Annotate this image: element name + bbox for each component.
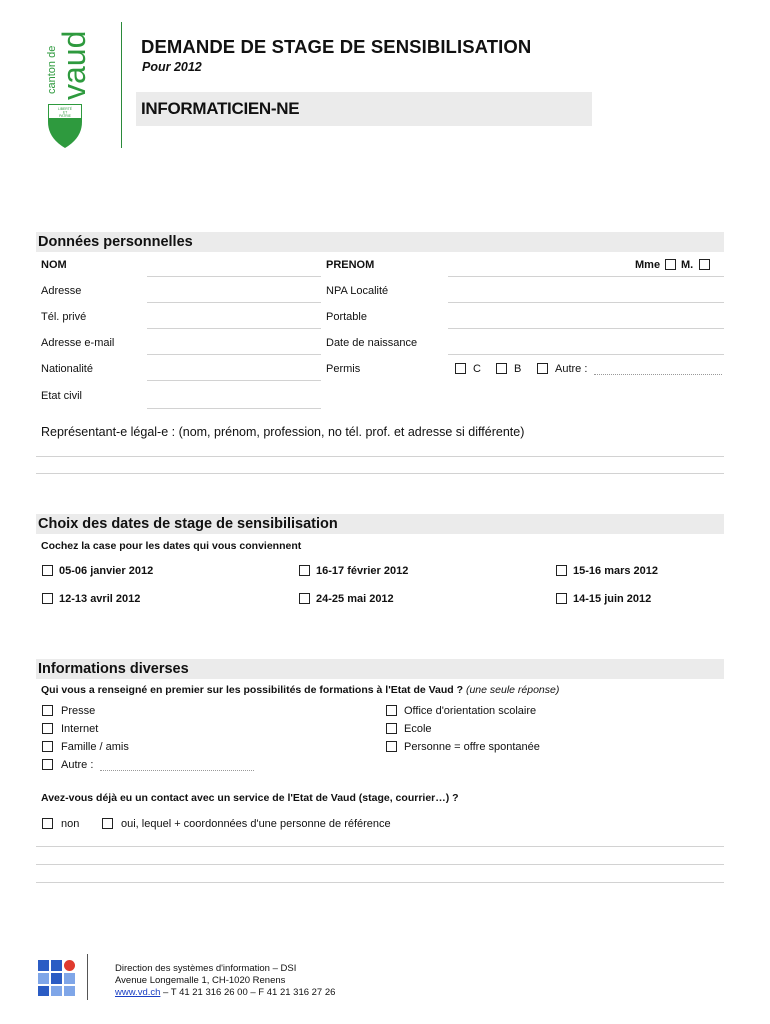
field-representant-1[interactable] xyxy=(36,456,724,457)
field-naissance[interactable] xyxy=(448,354,724,355)
checkbox-date-6[interactable] xyxy=(556,593,567,604)
checkbox-permis-b[interactable] xyxy=(496,363,507,374)
field-tel[interactable] xyxy=(147,328,321,329)
question-1-note: (une seule réponse) xyxy=(465,684,560,696)
label-permis: Permis xyxy=(326,363,361,375)
label-etat-civil: Etat civil xyxy=(41,390,82,402)
form-title: DEMANDE DE STAGE DE SENSIBILISATION xyxy=(141,36,532,57)
date-option-2: 16-17 février 2012 xyxy=(316,565,409,577)
option-famille: Famille / amis xyxy=(61,741,129,753)
footer-line-1: Direction des systèmes d'information – DSI xyxy=(115,963,297,974)
checkbox-personne[interactable] xyxy=(386,741,397,752)
field-npa[interactable] xyxy=(448,302,724,303)
question-2: Avez-vous déjà eu un contact avec un service de l'Etat de Vaud (stage, courrier…) ? xyxy=(41,792,459,804)
option-internet: Internet xyxy=(61,723,99,735)
option-office: Office d'orientation scolaire xyxy=(404,705,537,717)
dsi-logo xyxy=(38,960,76,996)
date-option-1: 05-06 janvier 2012 xyxy=(59,565,154,577)
field-portable[interactable] xyxy=(448,328,724,329)
field-representant-2[interactable] xyxy=(36,473,724,474)
field-contact-2[interactable] xyxy=(36,864,724,865)
section-title-info: Informations diverses xyxy=(38,661,189,677)
label-npa: NPA Localité xyxy=(326,285,389,297)
option-oui: oui, lequel + coordonnées d'une personne de référence xyxy=(121,818,391,830)
option-presse: Presse xyxy=(61,705,96,717)
checkbox-ecole[interactable] xyxy=(386,723,397,734)
option-ecole: Ecole xyxy=(404,723,432,735)
form-subtitle: Pour 2012 xyxy=(142,60,202,74)
label-nationalite: Nationalité xyxy=(41,363,93,375)
option-non: non xyxy=(61,818,80,830)
option-personne: Personne = offre spontanée xyxy=(404,741,540,753)
checkbox-presse[interactable] xyxy=(42,705,53,716)
canton-vaud-logo xyxy=(42,18,98,150)
profession-title: INFORMATICIEN-NE xyxy=(141,99,300,118)
checkbox-date-2[interactable] xyxy=(299,565,310,576)
footer-line-3 xyxy=(115,987,335,998)
checkbox-date-1[interactable] xyxy=(42,565,53,576)
checkbox-famille[interactable] xyxy=(42,741,53,752)
label-permis-b: B xyxy=(514,363,522,375)
logo-motto-1: LIBERTÉ xyxy=(57,107,73,111)
section-title-personal: Données personnelles xyxy=(38,234,193,250)
label-representant: Représentant-e légal-e : (nom, prénom, profession, no tél. prof. et adresse si différente) xyxy=(41,425,525,439)
date-option-4: 12-13 avril 2012 xyxy=(59,593,141,605)
field-etat-civil[interactable] xyxy=(147,408,321,409)
footer-phone-fax: – T 41 21 316 26 00 – F 41 21 316 27 26 xyxy=(160,987,336,998)
checkbox-date-4[interactable] xyxy=(42,593,53,604)
question-1-text: Qui vous a renseigné en premier sur les possibilités de formations à l'Etat de Vaud ? xyxy=(41,684,464,696)
label-m: M. xyxy=(681,259,694,271)
date-option-3: 15-16 mars 2012 xyxy=(573,565,659,577)
dates-instruction: Cochez la case pour les dates qui vous conviennent xyxy=(41,540,302,552)
field-nom[interactable] xyxy=(147,276,321,277)
field-nationalite[interactable] xyxy=(147,380,321,381)
logo-text-top: canton de xyxy=(46,45,58,94)
date-option-6: 14-15 juin 2012 xyxy=(573,593,652,605)
label-adresse: Adresse xyxy=(41,285,82,297)
logo-text-main: vaud xyxy=(56,30,92,100)
checkbox-oui[interactable] xyxy=(102,818,113,829)
label-permis-autre: Autre : xyxy=(555,363,588,375)
checkbox-mme[interactable] xyxy=(665,259,676,270)
label-email: Adresse e-mail xyxy=(41,337,115,349)
website-link[interactable]: www.vd.ch xyxy=(115,987,161,998)
label-nom: NOM xyxy=(41,259,67,271)
label-prenom: PRENOM xyxy=(326,259,375,271)
checkbox-permis-autre[interactable] xyxy=(537,363,548,374)
logo-motto-2: ET xyxy=(62,110,68,115)
field-contact-3[interactable] xyxy=(36,882,724,883)
field-permis-autre[interactable] xyxy=(594,374,722,375)
checkbox-autre[interactable] xyxy=(42,759,53,770)
label-mme: Mme xyxy=(635,259,661,271)
checkbox-internet[interactable] xyxy=(42,723,53,734)
checkbox-m[interactable] xyxy=(699,259,710,270)
checkbox-permis-c[interactable] xyxy=(455,363,466,374)
label-naissance: Date de naissance xyxy=(326,337,418,349)
checkbox-date-3[interactable] xyxy=(556,565,567,576)
label-tel: Tél. privé xyxy=(41,311,87,323)
field-prenom[interactable] xyxy=(448,276,724,277)
date-option-5: 24-25 mai 2012 xyxy=(316,593,394,605)
field-email[interactable] xyxy=(147,354,321,355)
footer-line-2: Avenue Longemalle 1, CH-1020 Renens xyxy=(115,975,286,986)
checkbox-date-5[interactable] xyxy=(299,593,310,604)
logo-motto-3: PATRIE xyxy=(59,114,71,118)
field-adresse[interactable] xyxy=(147,302,321,303)
question-1 xyxy=(41,684,559,696)
footer-divider xyxy=(87,954,88,1000)
checkbox-non[interactable] xyxy=(42,818,53,829)
field-contact-1[interactable] xyxy=(36,846,724,847)
logo-divider xyxy=(121,22,122,148)
section-title-dates: Choix des dates de stage de sensibilisation xyxy=(38,516,338,532)
field-autre[interactable] xyxy=(100,770,254,771)
label-permis-c: C xyxy=(473,363,481,375)
label-portable: Portable xyxy=(326,311,367,323)
option-autre: Autre : xyxy=(61,759,94,771)
checkbox-office[interactable] xyxy=(386,705,397,716)
